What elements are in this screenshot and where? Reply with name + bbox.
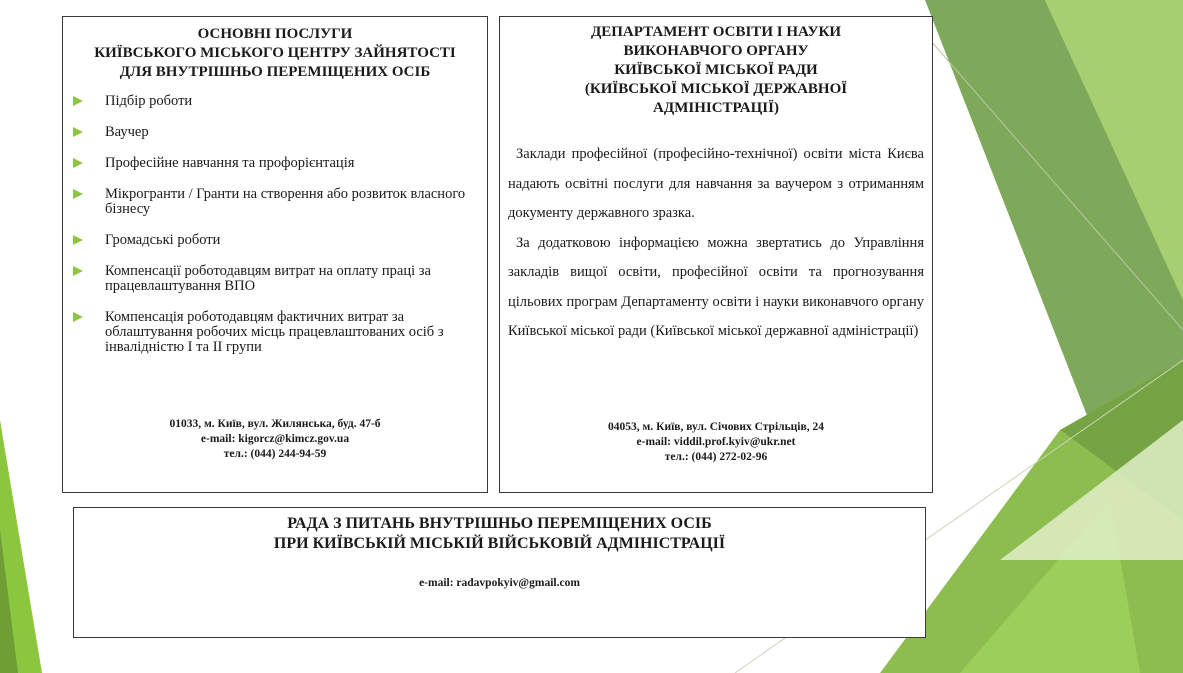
service-item: Ваучер xyxy=(73,125,479,140)
education-department-title: ДЕПАРТАМЕНТ ОСВІТИ І НАУКИ ВИКОНАВЧОГО ОРГАНУ КИЇВСЬКОЇ МІСЬКОЇ РАДИ (КИЇВСЬКОЇ МІСЬКОЇ ДЕРЖАВНОЇ АДМІНІСТРАЦІЇ) xyxy=(584,24,848,116)
service-item: Компенсації роботодавцям витрат на оплату праці за працевлаштування ВПО xyxy=(73,264,479,294)
triangle-bullet-icon xyxy=(73,312,83,322)
employment-center-title: ОСНОВНІ ПОСЛУГИ КИЇВСЬКОГО МІСЬКОГО ЦЕНТРУ ЗАЙНЯТОСТІ ДЛЯ ВНУТРІШНЬО ПЕРЕМІЩЕНИХ ОСІБ xyxy=(94,26,456,80)
address-text: 01033, м. Київ, вул. Жилянська, буд. 47-б xyxy=(169,418,381,430)
employment-center-contacts xyxy=(63,417,487,462)
triangle-bullet-icon xyxy=(73,266,83,276)
phone-text: тел.: (044) 272-02-96 xyxy=(664,451,768,463)
email-link[interactable]: e-mail: kigorcz@kimcz.gov.ua xyxy=(200,433,350,445)
service-item: Професійне навчання та профорієнтація xyxy=(73,156,479,171)
service-item: Підбір роботи xyxy=(73,94,479,109)
idp-council-title: РАДА З ПИТАНЬ ВНУТРІШНЬО ПЕРЕМІЩЕНИХ ОСІБ ПРИ КИЇВСЬКІЙ МІСЬКІЙ ВІЙСЬКОВІЙ АДМІНІСТРАЦІЇ xyxy=(273,515,726,552)
education-department-contacts xyxy=(500,420,932,465)
idp-council-contacts xyxy=(74,576,925,591)
email-link[interactable]: e-mail: viddil.prof.kyiv@ukr.net xyxy=(636,436,796,448)
address-text: 04053, м. Київ, вул. Січових Стрільців, 24 xyxy=(608,421,824,433)
service-item: Компенсація роботодавцям фактичних витрат за облаштування робочих місць працевлаштованих осіб з інвалідністю І та ІІ групи xyxy=(73,310,479,355)
triangle-bullet-icon xyxy=(73,235,83,245)
service-item: Громадські роботи xyxy=(73,233,479,248)
paragraph-additional-info: За додатковою інформацією можна звертатись до Управління закладів вищої освіти, професійної освіти та прогнозування цільових програм Департаменту освіти і науки виконавчого органу Київської міської ради (Київської міської державної адміністрації) xyxy=(508,234,924,339)
employment-center-services-box xyxy=(62,16,488,493)
triangle-bullet-icon xyxy=(73,189,83,199)
phone-text: тел.: (044) 244-94-59 xyxy=(223,448,327,460)
idp-council-box xyxy=(73,507,926,638)
triangle-bullet-icon xyxy=(73,96,83,106)
email-link[interactable]: e-mail: radavpokyiv@gmail.com xyxy=(419,577,580,589)
triangle-bullet-icon xyxy=(73,127,83,137)
education-department-box xyxy=(499,16,933,493)
services-list xyxy=(63,94,487,355)
education-info-text xyxy=(500,140,932,347)
paragraph-vouchers: Заклади професійної (професійно-технічної) освіти міста Києва надають освітні послуги для навчання за ваучером з отриманням документу державного зразка. xyxy=(508,146,924,221)
triangle-bullet-icon xyxy=(73,158,83,168)
service-item: Мікрогранти / Гранти на створення або розвиток власного бізнесу xyxy=(73,187,479,217)
